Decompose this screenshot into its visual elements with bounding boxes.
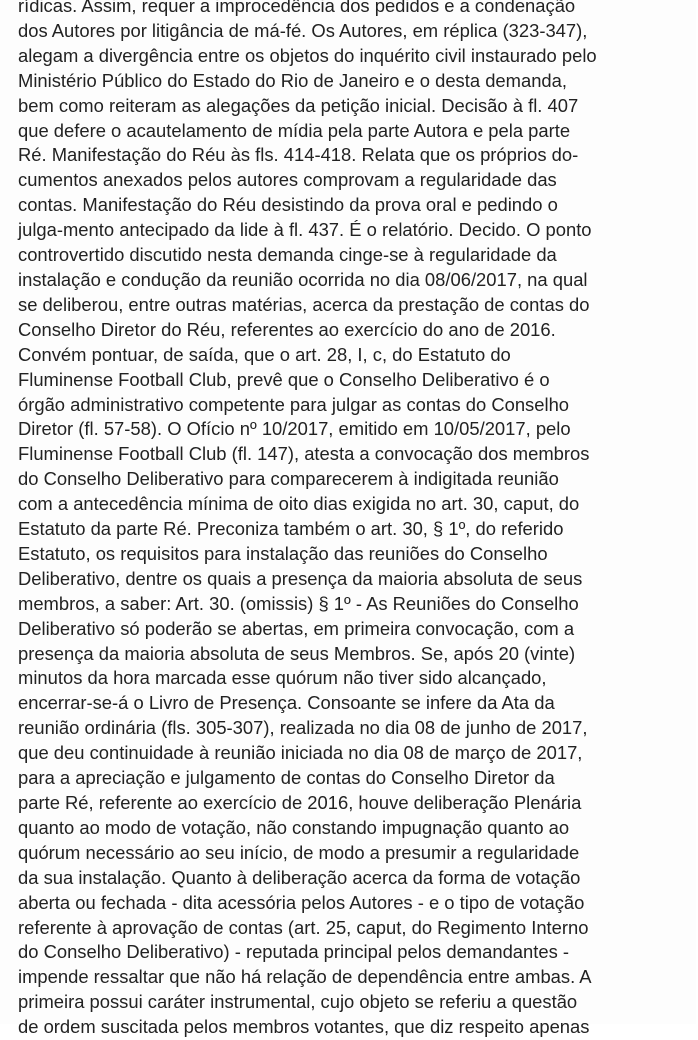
text-line: referente à aprovação de contas (art. 25, caput, do Regimento Interno [18, 916, 589, 938]
text-line: controvertido discutido nesta demanda cinge-se à regularidade da [18, 244, 557, 266]
text-line: dos Autores por litigância de má-fé. Os Autores, em réplica (323-347), [18, 19, 588, 41]
document-text [18, 0, 698, 1040]
text-line: do Conselho Deliberativo para comparecerem à indigitada reunião [18, 468, 559, 490]
text-line: contas. Manifestação do Réu desistindo da prova oral e pedindo o [18, 194, 558, 216]
text-line: Convém pontuar, de saída, que o art. 28, I, c, do Estatuto do [18, 343, 511, 365]
text-line: se deliberou, entre outras matérias, acerca da prestação de contas do [18, 293, 590, 315]
text-line: Ministério Público do Estado do Rio de Janeiro e o desta demanda, [18, 69, 567, 91]
text-line: quórum necessário ao seu início, de modo a presumir a regularidade [18, 841, 580, 863]
text-line: órgão administrativo competente para julgar as contas do Conselho [18, 393, 570, 415]
text-line: de ordem suscitada pelos membros votantes, que diz respeito apenas [18, 1016, 590, 1038]
text-line: Diretor (fl. 57-58). O Ofício nº 10/2017, emitido em 10/05/2017, pelo [18, 418, 571, 440]
text-line: encerrar-se-á o Livro de Presença. Consoante se infere da Ata da [18, 692, 555, 714]
text-line: Ré. Manifestação do Réu às fls. 414-418. Relata que os próprios do- [18, 144, 579, 166]
text-line: da sua instalação. Quanto à deliberação acerca da forma de votação [18, 866, 581, 888]
text-line: com a antecedência mínima de oito dias exigida no art. 30, caput, do [18, 493, 580, 515]
text-line: Estatuto da parte Ré. Preconiza também o art. 30, § 1º, do referido [18, 518, 564, 540]
text-line: minutos da hora marcada esse quórum não tiver sido alcançado, [18, 667, 547, 689]
text-line: alegam a divergência entre os objetos do inquérito civil instaurado pelo [18, 44, 597, 66]
text-line: primeira possui caráter instrumental, cujo objeto se referiu a questão [18, 991, 578, 1013]
text-line: que deu continuidade à reunião iniciada no dia 08 de março de 2017, [18, 742, 583, 764]
text-line: impende ressaltar que não há relação de dependência entre ambas. A [18, 966, 592, 988]
text-line: Deliberativo só poderão se abertas, em primeira convocação, com a [18, 617, 575, 639]
text-line: aberta ou fechada - dita acessória pelos Autores - e o tipo de votação [18, 891, 585, 913]
text-line: do Conselho Deliberativo) - reputada principal pelos demandantes - [18, 941, 570, 963]
text-line: Estatuto, os requisitos para instalação das reuniões do Conselho [18, 542, 548, 564]
text-line: instalação e condução da reunião ocorrida no dia 08/06/2017, na qual [18, 268, 588, 290]
text-line: membros, a saber: Art. 30. (omissis) § 1º - As Reuniões do Conselho [18, 592, 579, 614]
text-line: Conselho Diretor do Réu, referentes ao exercício do ano de 2016. [18, 318, 556, 340]
text-line: para a apreciação e julgamento de contas do Conselho Diretor da [18, 767, 555, 789]
text-line: parte Ré, referente ao exercício de 2016, houve deliberação Plenária [18, 792, 582, 813]
text-line: Fluminense Football Club, prevê que o Conselho Deliberativo é o [18, 368, 550, 390]
text-line: reunião ordinária (fls. 305-307), realizada no dia 08 de junho de 2017, [18, 717, 588, 739]
text-line: Deliberativo, dentre os quais a presença da maioria absoluta de seus [18, 567, 583, 589]
text-line: presença da maioria absoluta de seus Membros. Se, após 20 (vinte) [18, 642, 576, 664]
text-line: Fluminense Football Club (fl. 147), atesta a convocação dos membros [18, 443, 590, 465]
text-line: cumentos anexados pelos autores comprovam a regularidade das [18, 169, 557, 191]
text-line: julga-mento antecipado da lide à fl. 437. É o relatório. Decido. O ponto [18, 219, 592, 241]
text-line: rídicas. Assim, requer a improcedência dos pedidos e a condenação [18, 0, 576, 16]
text-line: que defere o acautelamento de mídia pela parte Autora e pela parte [18, 119, 571, 141]
text-line: bem como reiteram as alegações da petição inicial. Decisão à fl. 407 [18, 94, 579, 116]
text-line: quanto ao modo de votação, não constando impugnação quanto ao [18, 816, 570, 838]
